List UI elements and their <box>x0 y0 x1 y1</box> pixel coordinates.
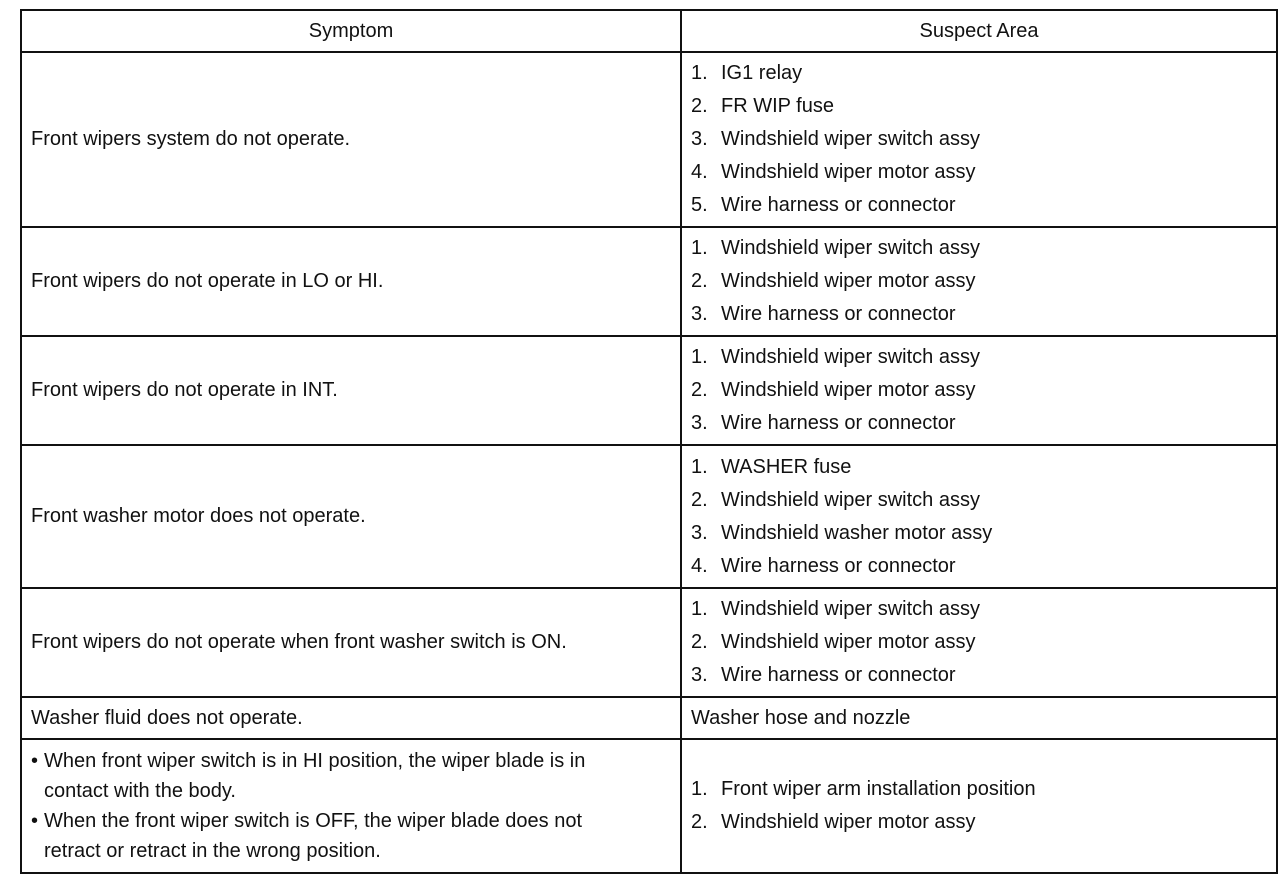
suspect-item: 2. FR WIP fuse <box>691 95 834 117</box>
suspect-item: 2. Windshield wiper motor assy <box>691 270 976 292</box>
suspect-list <box>691 232 1267 331</box>
table-row <box>21 336 1277 445</box>
symptom-cell: Front wipers do not operate in INT. <box>21 336 681 445</box>
suspect-item: 3. Wire harness or connector <box>691 412 956 434</box>
suspect-item: 2. Windshield wiper motor assy <box>691 379 976 401</box>
table-row <box>21 739 1277 873</box>
suspect-item: 1. Windshield wiper switch assy <box>691 237 980 259</box>
suspect-item: 1. Windshield wiper switch assy <box>691 598 980 620</box>
suspect-item: 3. Windshield washer motor assy <box>691 521 993 544</box>
suspect-area-cell <box>681 588 1277 697</box>
suspect-item: 1. IG1 relay <box>691 62 803 84</box>
suspect-item: 1. Windshield wiper switch assy <box>691 346 980 368</box>
suspect-item: 4. Windshield wiper motor assy <box>691 161 976 183</box>
troubleshooting-table <box>20 9 1278 874</box>
suspect-area-cell <box>681 336 1277 445</box>
suspect-item: 2. Windshield wiper motor assy <box>691 811 976 833</box>
suspect-item: 3. Wire harness or connector <box>691 303 956 325</box>
suspect-item: 4. Wire harness or connector <box>691 554 956 577</box>
suspect-list <box>691 57 1267 222</box>
symptom-bullet-item: • When front wiper switch is in HI position, the wiper blade is in contact with the body. <box>31 746 644 806</box>
suspect-area-cell <box>681 52 1277 227</box>
symptom-cell: Washer fluid does not operate. <box>21 697 681 739</box>
table-row <box>21 52 1277 227</box>
suspect-item: 5. Wire harness or connector <box>691 194 956 216</box>
suspect-area-cell: Washer hose and nozzle <box>681 697 1277 739</box>
table-row <box>21 227 1277 336</box>
suspect-item: 2. Windshield wiper motor assy <box>691 631 976 653</box>
suspect-item: 1. Front wiper arm installation position <box>691 778 1036 800</box>
table-row <box>21 445 1277 588</box>
table-row <box>21 697 1277 739</box>
bullet-icon: • <box>31 750 39 772</box>
suspect-area-header: Suspect Area <box>681 10 1277 52</box>
symptom-bullet-list <box>31 746 671 866</box>
table-row <box>21 588 1277 697</box>
symptom-cell: Front washer motor does not operate. <box>21 445 681 588</box>
suspect-area-cell <box>681 739 1277 873</box>
suspect-item: 3. Windshield wiper switch assy <box>691 128 980 150</box>
symptom-cell: Front wipers system do not operate. <box>21 52 681 227</box>
suspect-area-cell <box>681 227 1277 336</box>
suspect-list <box>691 341 1267 440</box>
suspect-area-cell <box>681 445 1277 588</box>
symptom-cell <box>21 739 681 873</box>
suspect-list <box>691 773 1267 839</box>
symptom-header: Symptom <box>21 10 681 52</box>
suspect-item: 1. WASHER fuse <box>691 455 852 478</box>
suspect-list <box>691 593 1267 692</box>
suspect-item: 3. Wire harness or connector <box>691 664 956 686</box>
symptom-cell: Front wipers do not operate when front washer switch is ON. <box>21 588 681 697</box>
symptom-bullet-item: • When the front wiper switch is OFF, the wiper blade does not retract or retract in the wrong position. <box>31 806 644 866</box>
header-row <box>21 10 1277 52</box>
suspect-list <box>691 451 1267 583</box>
suspect-item: 2. Windshield wiper switch assy <box>691 488 980 511</box>
symptom-cell: Front wipers do not operate in LO or HI. <box>21 227 681 336</box>
bullet-icon: • <box>31 810 39 832</box>
